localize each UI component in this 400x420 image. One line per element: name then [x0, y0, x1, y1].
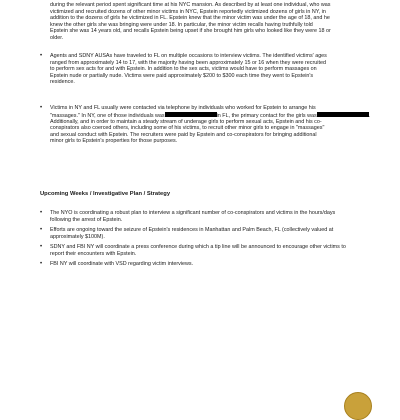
text-line: Epstein she was 14 years old, and recalls Epstein being upset if she brought him girls who looked like they were 18 or — [50, 28, 331, 34]
bullet-icon: • — [40, 244, 43, 250]
text-line: following the arrest of Epstein. — [50, 216, 123, 223]
plan-item-interviews — [50, 210, 372, 223]
text-line: and sexual conduct with Epstein. The recruiters were paid by Epstein and co-conspirators for bringing additional — [50, 131, 317, 138]
bullet-icon: • — [40, 53, 43, 59]
text-fragment: . — [368, 112, 371, 119]
plan-item-vsd — [50, 261, 372, 268]
text-line: Additionally, and in order to maintain a steady stream of underage girls to perform sexual acts, Epstein and his co- — [50, 118, 322, 125]
text-line: residence. — [50, 79, 75, 85]
text-line: older. — [50, 34, 64, 41]
text-fragment: in FL, the primary contact for the girls was — [216, 112, 317, 119]
text-line: Victims in NY and FL usually were contacted via telephone by individuals who worked for Epstein to arrange his — [50, 105, 316, 111]
text-line: addition to the dozens of girls he victimized in FL. Epstein knew that the minor victim was under the age of 18, and he — [50, 15, 330, 21]
text-line: Agents and SDNY AUSAs have traveled to FL on multiple occasions to interview victims. The identified victims' ages — [50, 53, 327, 59]
text-line: ranged from approximately 14 to 17, with the majority having been approximately 15 or 16 when they were recruited — [50, 59, 326, 66]
text-fragment: "massages." In NY, one of those individuals was — [50, 112, 165, 119]
text-line: SDNY and FBI NY will coordinate a press conference during which a tip line will be announced to encourage other victims to — [50, 244, 346, 250]
paragraph-recruitment — [50, 105, 372, 145]
text-line: victimized and recruited dozens of other minor victims in NYC, Epstein reportedly victimized dozens of girls in NY, in — [50, 8, 326, 15]
bullet-icon: • — [40, 210, 43, 216]
redaction-box — [165, 112, 217, 118]
plan-item-seizure — [50, 227, 372, 240]
text-line: The NYO is coordinating a robust plan to interview a significant number of co-conspirators and victims in the hours/days — [50, 210, 336, 216]
seal-emblem — [344, 392, 372, 420]
text-line: Efforts are ongoing toward the seizure of Epstein's residences in Manhattan and Palm Beach, FL (collectively valued at — [50, 227, 334, 233]
bullet-icon: • — [40, 105, 43, 111]
text-line: FBI NY will coordinate with VSD regarding victim interviews. — [50, 261, 194, 267]
paragraph-nyc-mansion — [50, 2, 372, 41]
text-line: to perform sex acts for and with Epstein. In addition to the sex acts, victims would have to perform massages on — [50, 66, 317, 72]
text-line: minor girls to Epstein's properties for those purposes. — [50, 138, 178, 145]
bullet-icon: • — [40, 261, 43, 267]
section-heading: Upcoming Weeks / Investigative Plan / Strategy — [40, 191, 171, 197]
text-line: report their encounters with Epstein. — [50, 250, 137, 257]
text-line-with-redactions — [50, 112, 372, 119]
text-line: conspirators also coerced others, including some of his victims, to recruit other minor girls to engage in "massages" — [50, 125, 325, 132]
redaction-box — [317, 112, 369, 118]
bullet-icon: • — [40, 227, 43, 233]
text-line: during the relevant period spent significant time at his NYC mansion. As described by at least one individual, who was — [50, 2, 331, 8]
text-line: Epstein nude or partially nude. Victims were paid approximately $200 to $300 each time they went to Epstein's — [50, 72, 314, 79]
text-line: approximately $100M). — [50, 233, 105, 240]
text-line: knew the other girls she was bringing were under 18. In particular, the minor victim recalls having truthfully told — [50, 21, 313, 28]
plan-item-press-conference — [50, 244, 372, 257]
paragraph-fl-interviews — [50, 53, 372, 86]
